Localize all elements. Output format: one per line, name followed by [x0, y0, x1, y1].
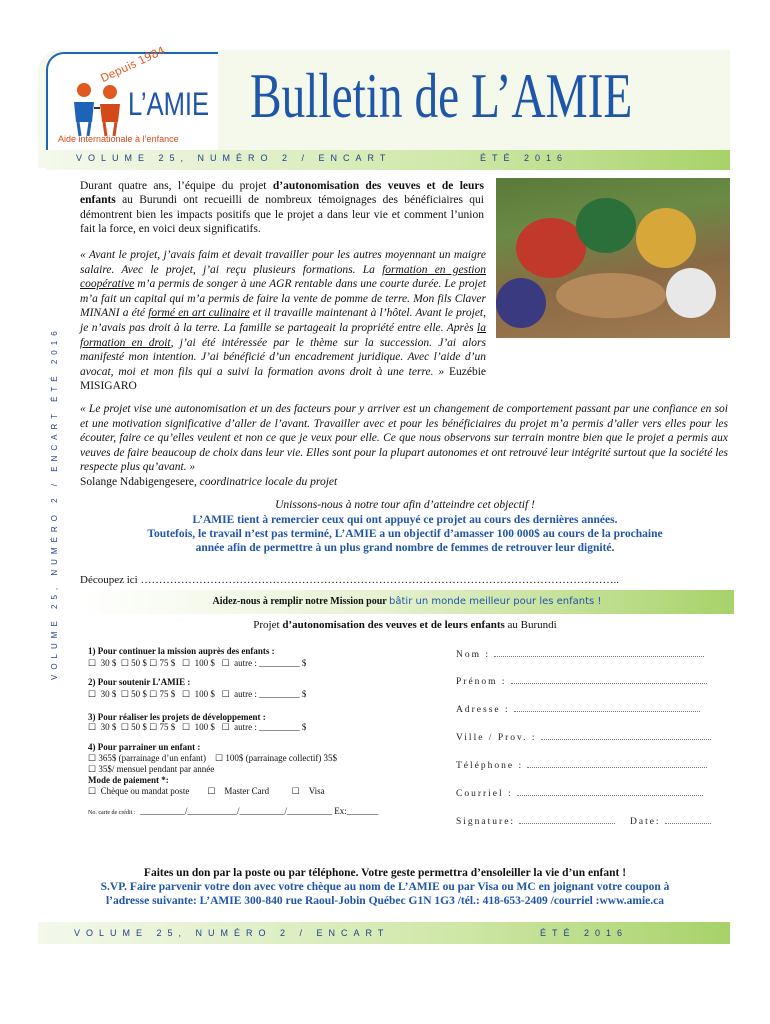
testimony-1: « Avant le projet, j’avais faim et devait travailler pour les autres moyennant un maigre salaire. Avec le projet, j’ai reçu plusieurs formations. La formation en gestion coopérative m’a permis de songer à une AGR rentable dans une courte durée. Le projet m’a fait un capital qui m’a permis de faire la vente de pomme de terre. Mon fils Claver MINANI a été formé en art culinaire et il travaille maintenant à l’hôtel. Avant le projet, je n’avais pas droit à la terre. La famille se partageait la propriété entre elle. Après la formation en droit, j’ai été intéressée par le thème sur la succession. J’ai alors manifesté mon intention. J’ai bénéficié d’un encadrement juridique. Avec l’aide d’un avocat, moi et mon fils qui a suivi la formation avons droit à une terre. » Euzébie MISIGARO [80, 249, 487, 393]
field-courriel[interactable]: Courriel : [456, 787, 703, 799]
checkbox-icon[interactable]: ☐ [149, 689, 158, 699]
intro-paragraph: Durant quatre ans, l’équipe du projet d’autonomisation des veuves et de leurs enfants au Burundi ont recueilli de nombreux témoignages des bénéficiaires qui démontrent bien les impacts positifs que le projet a dans leur vie et comment l’union fait la force, en voici deux significatifs. [80, 180, 485, 235]
footer-strip [38, 922, 730, 944]
q1-options: ☐ 30 $ ☐ 50 $ ☐ 75 $ ☐ 100 $ ☐ autre : _________ $ [88, 658, 307, 668]
field-ville[interactable]: Ville / Prov. : [456, 731, 711, 743]
q1-title: 1) Pour continuer la mission auprès des enfants : [88, 646, 275, 656]
closing-line-4: année afin de permettre à un plus grand nombre de femmes de retrouver leur dignité. [195, 542, 615, 554]
q4-option-row: ☐ 365$ (parrainage d’un enfant) ☐ 100$ (parrainage collectif) 35$ [88, 753, 338, 763]
checkbox-icon[interactable]: ☐ [120, 722, 129, 732]
checkbox-icon[interactable]: ☐ [88, 786, 97, 796]
checkbox-icon[interactable]: ☐ [88, 689, 97, 699]
checkbox-icon[interactable]: ☐ [221, 722, 230, 732]
checkbox-icon[interactable]: ☐ [149, 722, 158, 732]
field-date[interactable]: Date: [630, 815, 711, 827]
field-adresse[interactable]: Adresse : [456, 703, 700, 715]
field-nom[interactable]: Nom : [456, 648, 704, 660]
checkbox-icon[interactable]: ☐ [88, 722, 97, 732]
logo-depuis: Depuis 1984 [98, 43, 167, 86]
checkbox-icon[interactable]: ☐ [120, 658, 129, 668]
volume-label: VOLUME 25, NUMÉRO 2 / ENCART [76, 153, 392, 163]
checkbox-icon[interactable]: ☐ [88, 753, 97, 763]
closing-line-1: Unissons-nous à notre tour afin d’atteindre cet objectif ! [275, 499, 535, 511]
testimony-2-author: Solange Ndabigengesere, [80, 475, 200, 488]
footer-volume-label: VOLUME 25, NUMÉRO 2 / ENCART [74, 928, 390, 938]
q2-title: 2) Pour soutenir L’AMIE : [88, 677, 191, 687]
card-number-field[interactable]: No. carte de crédit : __________/___________/__________/__________ Ex:_______ [88, 806, 379, 816]
checkbox-icon[interactable]: ☐ [181, 658, 191, 668]
checkbox-icon[interactable]: ☐ [149, 658, 158, 668]
payment-options: ☐ Chèque ou mandat poste ☐ Master Card ☐ Visa [88, 786, 325, 796]
testimony-1-author: Euzébie MISIGARO [80, 365, 487, 393]
checkbox-icon[interactable]: ☐ [181, 722, 191, 732]
form-header: Aidez-nous à remplir notre Mission pour bâtir un monde meilleur pour les enfants ! [80, 590, 734, 614]
q3-title: 3) Pour réaliser les projets de développement : [88, 712, 266, 722]
checkbox-icon[interactable]: ☐ [88, 658, 97, 668]
checkbox-icon[interactable]: ☐ [221, 658, 230, 668]
logo [46, 43, 218, 150]
checkbox-icon[interactable]: ☐ [88, 764, 97, 774]
footer-instructions-2: l’adresse suivante: L’AMIE 300-840 rue Raoul-Jobin Québec G1N 1G3 /tél.: 418-653-2409 /courriel :www.amie.ca [105, 895, 665, 907]
form-project-line: Projet d’autonomisation des veuves et de leurs enfants au Burundi [253, 619, 557, 631]
photo-women-harvest [496, 178, 730, 338]
field-signature[interactable]: Signature: [456, 815, 615, 827]
testimony-2: « Le projet vise une autonomisation et un des facteurs pour y arriver est un changement de comportement passant par une confiance en soi et une motivation significative d’aller de l’avant. Travailler avec et pour les bénéficiaires du projet m’a permis d’aller vers elles pour les écouter, faire ce qu’elles veulent et non ce que je veux pour elle. Ce que nous observons sur terrain montre bien que le projet a permis aux veuves de faire beaucoup de choix dans leur vie. Elles sont pour la plupart autonomes et ont retrouvé leur intégrité surtout que la société les respecte plus qu’avant. » Solange Ndabigengesere, coordinatrice locale du projet [80, 403, 728, 488]
footer-instructions-1: S.VP. Faire parvenir votre don avec votre chèque au nom de L’AMIE ou par Visa ou MC en joignant votre coupon à [100, 881, 670, 893]
closing-line-2: L’AMIE tient à remercier ceux qui ont appuyé ce projet au cours des dernières années. [192, 514, 618, 526]
q2-options: ☐ 30 $ ☐ 50 $ ☐ 75 $ ☐ 100 $ ☐ autre : _________ $ [88, 689, 307, 699]
q4-title: 4) Pour parrainer un enfant : [88, 742, 201, 752]
checkbox-icon[interactable]: ☐ [291, 786, 300, 796]
footer-call-to-action: Faites un don par la poste ou par téléphone. Votre geste permettra d’ensoleiller la vie d’un enfant ! [143, 867, 627, 879]
payment-title: Mode de paiement *: [88, 775, 169, 785]
page-title: Bulletin de L’AMIE [250, 60, 633, 131]
checkbox-icon[interactable]: ☐ [120, 689, 129, 699]
logo-name: L’AMIE [128, 86, 210, 122]
checkbox-icon[interactable]: ☐ [215, 753, 224, 763]
children-logo-icon [68, 78, 126, 138]
side-volume-label: VOLUME 25, NUMÉRO 2 / ENCART ÉTÉ 2016 [50, 326, 59, 680]
closing-line-3: Toutefois, le travail n’est pas terminé, L’AMIE a un objectif d’amasser 100 000$ au cours de la prochaine [147, 528, 663, 540]
checkbox-icon[interactable]: ☐ [221, 689, 230, 699]
checkbox-icon[interactable]: ☐ [207, 786, 216, 796]
q4-option-row-2: ☐ 35$/ mensuel pendant par année [88, 764, 215, 774]
checkbox-icon[interactable]: ☐ [181, 689, 191, 699]
footer-season-label: ÉTÉ 2016 [540, 928, 629, 938]
season-label: ÉTÉ 2016 [480, 153, 569, 163]
volume-strip [46, 150, 730, 170]
field-telephone[interactable]: Téléphone : [456, 759, 707, 771]
field-prenom[interactable]: Prénom : [456, 675, 707, 687]
q3-options: ☐ 30 $ ☐ 50 $ ☐ 75 $ ☐ 100 $ ☐ autre : _________ $ [88, 722, 307, 732]
logo-tagline: Aide internationale à l’enfance [58, 134, 179, 144]
cut-line: Découpez ici ………………………………………………………………………………………………………………….. [80, 574, 619, 586]
